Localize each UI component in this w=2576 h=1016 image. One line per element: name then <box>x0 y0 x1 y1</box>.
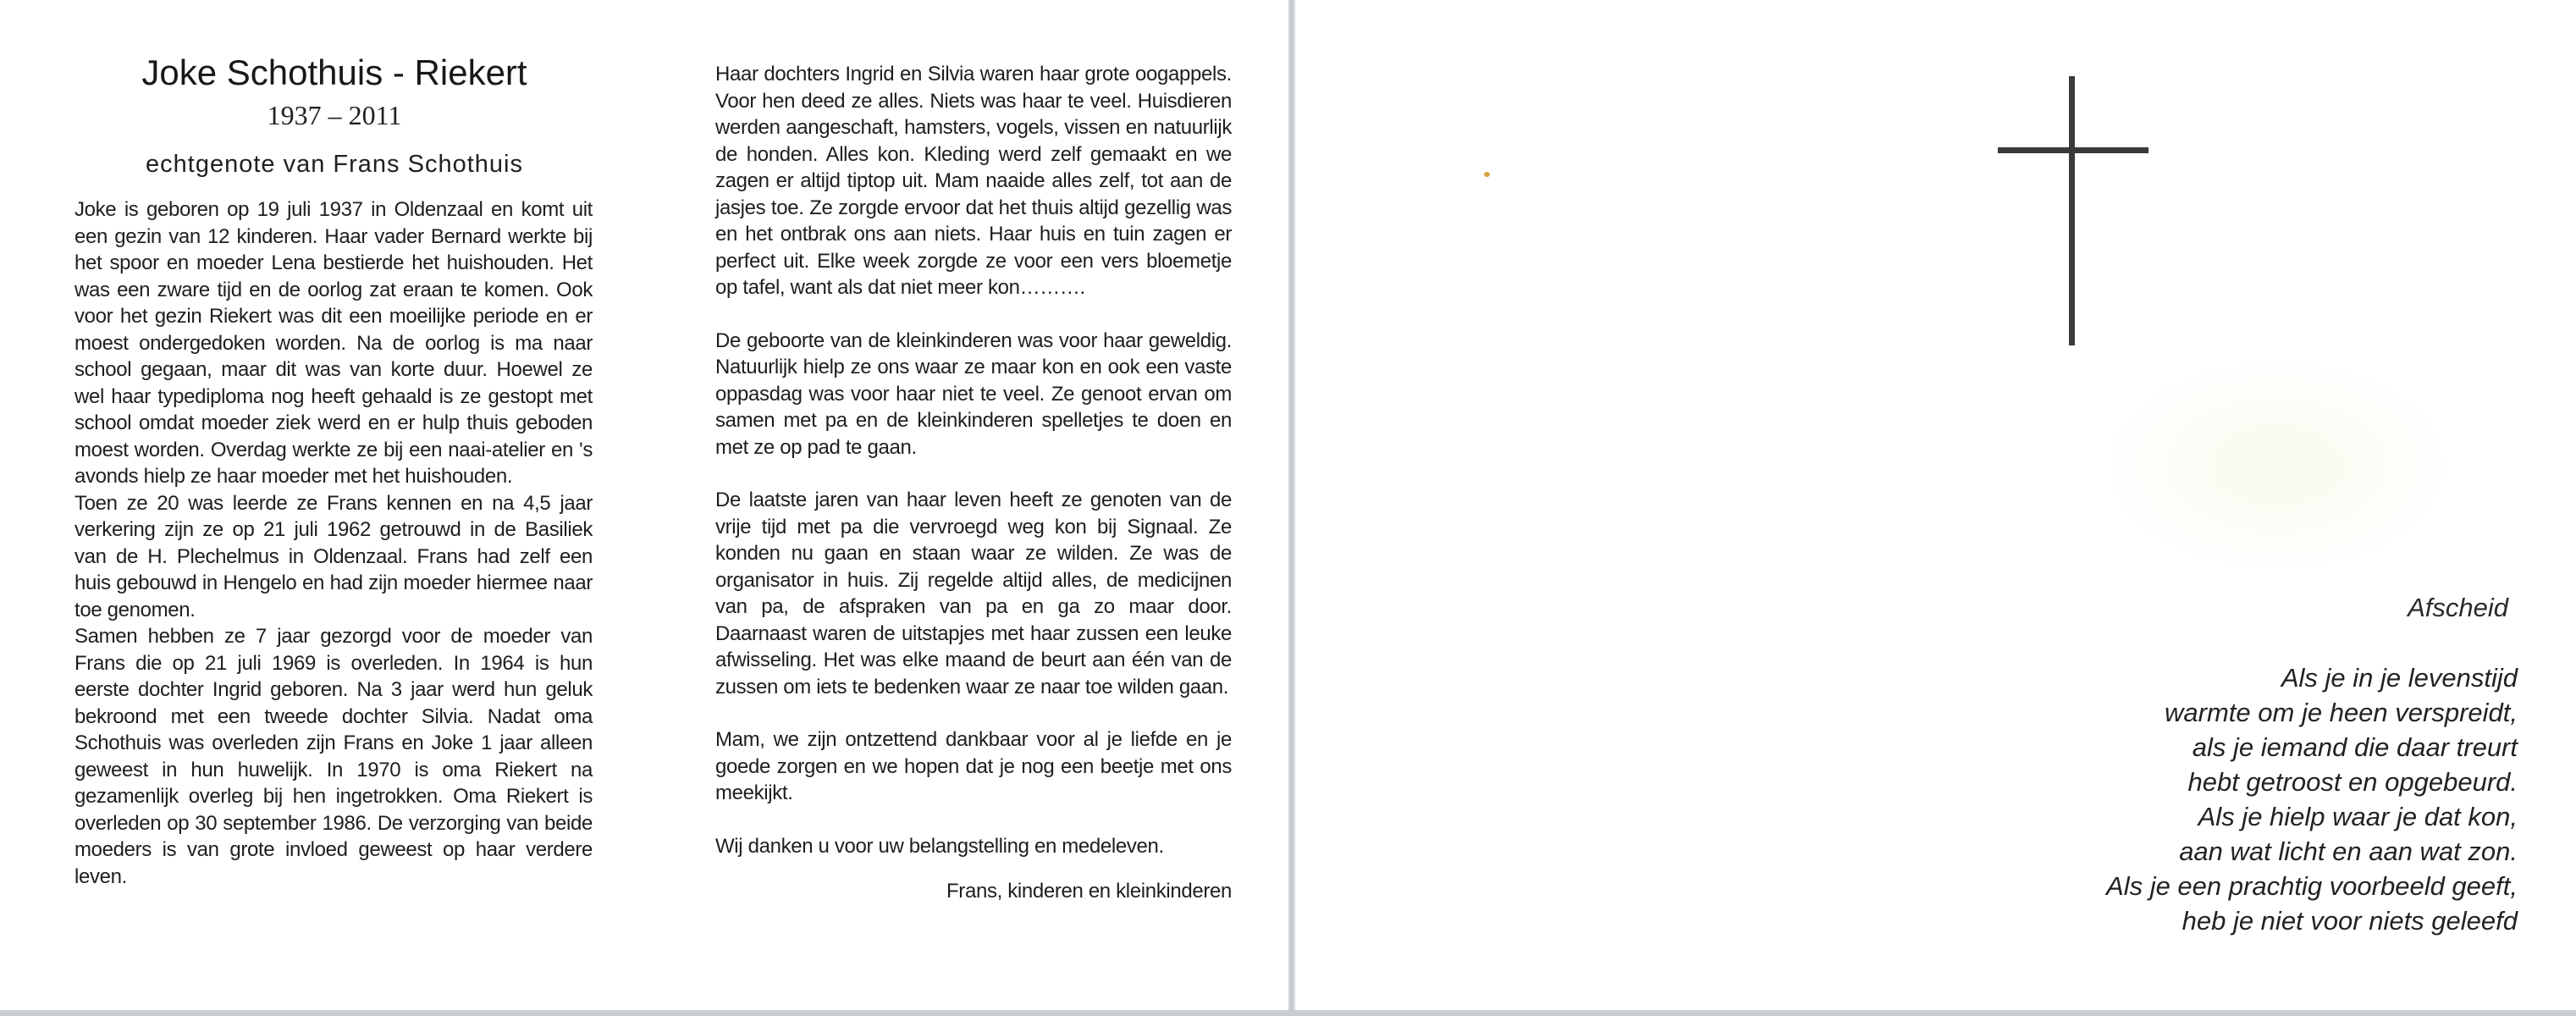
poem-line: warmte om je heen verspreidt, <box>2165 698 2518 727</box>
life-years: 1937 – 2011 <box>267 100 402 130</box>
thanks-line: Wij danken u voor uw belangstelling en medeleven. <box>715 834 1164 858</box>
poem-line: Als je in je levenstijd <box>2281 663 2518 693</box>
biography-paragraph: De laatste jaren van haar leven heeft ze genoten van de vrije tijd met pa die vervroegd weg kon bij Signaal. Ze konden nu gaan en staan waar ze wilden. Ze was de organisator in huis. Zij regelde altijd alles, de medicijnen van pa, de afspraken van pa en ga zo maar door. Daarnaast waren de uitstapjes met haar zussen een leuke afwisseling. Het was elke maand de beurt aan één van de zussen om iets te bedenken waar ze naar toe wilden gaan. <box>715 489 1232 698</box>
biography-paragraph: Mam, we zijn ontzettend dankbaar voor al je liefde en je goede zorgen en we hopen dat je nog een beetje met ons meekijkt. <box>715 728 1232 804</box>
poem-line: als je iemand die daar treurt <box>2192 732 2518 762</box>
cross-icon <box>1998 76 2150 347</box>
biography-column-right <box>715 61 1232 905</box>
poem-line: Als je een prachtig voorbeeld geeft, <box>2106 871 2518 901</box>
family-signature: Frans, kinderen en kleinkinderen <box>946 880 1232 903</box>
poem-line: Als je hielp waar je dat kon, <box>2198 802 2518 831</box>
faint-watermark <box>2099 356 2455 576</box>
paper-speck <box>1484 172 1490 177</box>
cross-horizontal-bar <box>1998 147 2149 153</box>
poem-line: aan wat licht en aan wat zon. <box>2179 837 2518 866</box>
card-bottom-edge <box>0 1010 2576 1016</box>
poem-title: Afscheid <box>2408 593 2508 622</box>
poem <box>1908 660 2518 938</box>
biography-paragraph: Toen ze 20 was leerde ze Frans kennen en na 4,5 jaar verkering zijn ze op 21 juli 1962 getrouwd in de Basiliek van de H. Plechelmus in Oldenzaal. Frans had zelf een huis gebouwd in Hengelo en had zijn moeder hiermee naar toe genomen. <box>74 491 593 621</box>
cross-vertical-bar <box>2069 76 2075 345</box>
biography-paragraph: Haar dochters Ingrid en Silvia waren haar grote oogappels. Voor hen deed ze alles. Niets was haar te veel. Huisdieren werden aangeschaft, hamsters, vogels, vissen en natuurlijk de honden. Alles kon. Kleding werd zelf gemaakt en we zagen er altijd tiptop uit. Mam naaide alles zelf, tot aan de jasjes toe. Ze zorgde ervoor dat het thuis altijd gezellig was en het ontbrak ons aan niets. Haar huis en tuin zagen er perfect uit. Elke week zorgde ze voor een vers bloemetje op tafel, want als dat niet meer kon………. <box>715 63 1232 299</box>
biography-column-left <box>74 196 593 890</box>
spouse-line: echtgenote van Frans Schothuis <box>146 151 523 178</box>
deceased-name: Joke Schothuis - Riekert <box>141 52 527 92</box>
biography-paragraph: Joke is geboren op 19 juli 1937 in Oldenzaal en komt uit een gezin van 12 kinderen. Haar vader Bernard werkte bij het spoor en moeder Lena bestierde het huishouden. Het was een zware tijd en de oorlog zat eraan te komen. Ook voor het gezin Riekert was dit een moeilijke periode en er moest ondergedoken worden. Na de oorlog is ma naar school gegaan, maar dit was van korte duur. Hoewel ze wel haar typediploma nog heeft gehaald is ze gestopt met school omdat moeder ziek werd en er hulp thuis geboden moest worden. Overdag werkte ze bij een naai-atelier en 's avonds hielp ze haar moeder met het huishouden. <box>74 198 593 488</box>
biography-paragraph: De geboorte van de kleinkinderen was voor haar geweldig. Natuurlijk hielp ze ons waar ze maar kon en ook een vaste oppasdag was voor haar niet te veel. Ze genoot ervan om samen met pa en de kleinkinderen spelletjes te doen en met ze op pad te gaan. <box>715 329 1232 459</box>
poem-line: hebt getroost en opgebeurd. <box>2187 767 2518 797</box>
biography-paragraph: Samen hebben ze 7 jaar gezorgd voor de moeder van Frans die op 21 juli 1969 is overleden. In 1964 is hun eerste dochter Ingrid geboren. Na 3 jaar werd hun geluk bekroond met een tweede dochter Silvia. Nadat oma Schothuis was overleden zijn Frans en Joke 1 jaar alleen geweest in hun huwelijk. In 1970 is oma Riekert na gezamenlijk overleg bij hen ingetrokken. Oma Riekert is overleden op 30 september 1986. De verzorging van beide moeders is van grote invloed geweest op haar verdere leven. <box>74 625 593 888</box>
card-fold <box>1288 0 1295 1016</box>
poem-line: heb je niet voor niets geleefd <box>2182 906 2518 936</box>
